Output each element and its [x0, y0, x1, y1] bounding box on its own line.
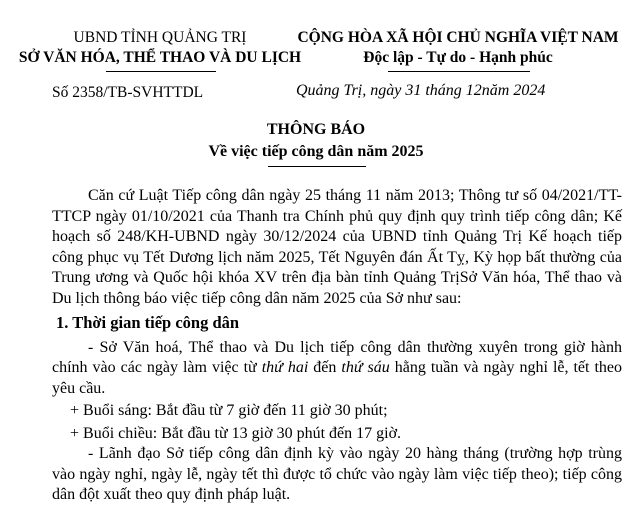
agency-department: SỞ VĂN HÓA, THỂ THAO VÀ DU LỊCH [18, 49, 302, 66]
para1-text-b: đến [308, 359, 342, 376]
nation-motto: Độc lập - Tự do - Hạnh phúc [363, 49, 553, 66]
section-heading: 1. Thời gian tiếp công dân [56, 313, 240, 332]
national-motto [288, 28, 628, 68]
intro-paragraph: Căn cứ Luật Tiếp công dân ngày 25 tháng 11 năm 2013; Thông tư số 04/2021/TT-TTCP ngày 01/10/2021 của Thanh tra Chính phủ quy định quy trình tiếp công dân; Kế hoạch số 248/KH-UBND ngày 30/12/2024 của UBND tỉnh Quảng Trị Kế hoạch tiếp công phục vụ Tết Dương lịch năm 2025, Tết Nguyên đán Ất Tỵ, Kỳ họp bất thường của Trung ương và Quốc hội khóa XV trên địa bàn tỉnh Quảng TrịSở Văn hóa, Thể thao và Du lịch thông báo việc tiếp công dân năm 2025 của Sở như sau: [52, 187, 622, 307]
motto-underline [388, 71, 530, 72]
para1-day-end: thứ sáu [341, 359, 390, 376]
para1-text-c: hằng tuần và ngày nghỉ lễ, tết theo yêu cầu. [52, 359, 623, 397]
document-subject-text: Về việc tiếp công dân năm 2025 [208, 143, 424, 160]
afternoon-hours: + Buổi chiều: Bắt đầu từ 13 giờ 30 phút đến 17 giờ. [70, 424, 402, 442]
nation-name: CỘNG HÒA XÃ HỘI CHỦ NGHĨA VIỆT NAM [297, 29, 619, 46]
document-subject [0, 143, 632, 161]
subject-underline [268, 166, 366, 167]
agency-header [18, 28, 302, 68]
leadership-schedule-paragraph: - Lãnh đạo Sở tiếp công dân định kỳ vào ngày 20 hàng tháng (trường hợp trùng vào ngày nghỉ, ngày lễ, ngày tết thì được tổ chức vào ngày làm việc tiếp theo); tiếp công dân đột xuất theo quy định pháp luật. [52, 445, 622, 503]
document-number: Số 2358/TB-SVHTTDL [52, 84, 204, 101]
office-hours-paragraph [52, 338, 622, 400]
document-body [52, 186, 622, 506]
agency-province: UBND TỈNH QUẢNG TRỊ [73, 29, 247, 46]
agency-underline [106, 71, 216, 72]
document-date: Quảng Trị, ngày 31 tháng 12năm 2024 [296, 82, 546, 99]
para1-day-start: thứ hai [261, 359, 309, 376]
document-title: THÔNG BÁO [266, 121, 366, 138]
para1-text-a: - Sở Văn hoá, Thể thao và Du lịch tiếp công dân thường xuyên trong giờ hành chính vào các ngày làm việc từ [52, 338, 622, 376]
morning-hours: + Buổi sáng: Bắt đầu từ 7 giờ đến 11 giờ 30 phút; [70, 402, 388, 419]
